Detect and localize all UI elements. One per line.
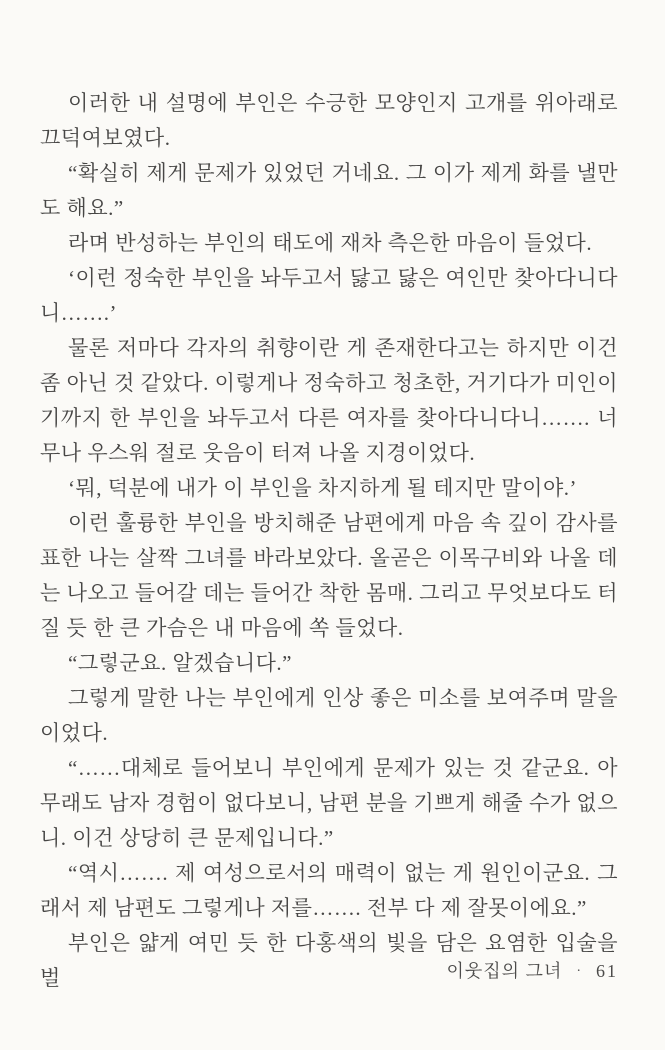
paragraph-dialogue: “그렇군요. 알겠습니다.”: [68, 651, 292, 675]
paragraph-dialogue: “역시……. 제 여성으로서의 매력이 없는 게 원인이군요. 그래서 제 남편도 그렇게나 저를……. 전부 다 제 잘못이에요.”: [40, 861, 618, 920]
page-footer: [40, 957, 618, 983]
paragraph: 그렇게 말한 나는 부인에게 인상 좋은 미소를 보여주며 말을 이었다.: [40, 686, 618, 745]
paragraph: 이런 훌륭한 부인을 방치해준 남편에게 마음 속 깊이 감사를 표한 나는 살짝 그녀를 바라보았다. 올곧은 이목구비와 나올 데는 나오고 들어갈 데는 들어간 착한 몸매. 그리고 무엇보다도 터질 듯 한 큰 가슴은 내 마음에 쏙 들었다.: [40, 511, 618, 640]
page-number: 61: [596, 961, 618, 981]
running-title: 이웃집의 그녀: [446, 961, 563, 981]
paragraph-dialogue: “확실히 제게 문제가 있었던 거네요. 그 이가 제게 화를 낼만도 해요.”: [40, 161, 618, 220]
paragraph: 물론 저마다 각자의 취향이란 게 존재한다고는 하지만 이건 좀 아닌 것 같았다. 이렇게나 정숙하고 청초한, 거기다가 미인이기까지 한 부인을 놔두고서 다른 여자를 찾아다니다니……. 너무나 우스워 절로 웃음이 터져 나올 지경이었다.: [40, 336, 618, 465]
paragraph: 라며 반성하는 부인의 태도에 재차 측은한 마음이 들었다.: [68, 231, 593, 255]
body-text: [40, 86, 618, 996]
paragraph: 부인은 얇게 여민 듯 한 다홍색의 빛을 담은 요염한 입술을 벌: [40, 931, 618, 990]
paragraph: 이러한 내 설명에 부인은 수긍한 모양인지 고개를 위아래로 끄덕여보였다.: [40, 91, 618, 150]
paragraph-dialogue: “……대체로 들어보니 부인에게 문제가 있는 것 같군요. 아무래도 남자 경험이 없다보니, 남편 분을 기쁘게 해줄 수가 없으니. 이건 상당히 큰 문제입니다.”: [40, 756, 618, 850]
paragraph-inner-thought: ‘뭐, 덕분에 내가 이 부인을 차지하게 될 테지만 말이야.’: [68, 476, 577, 500]
paragraph-inner-thought: ‘이런 정숙한 부인을 놔두고서 닳고 닳은 여인만 찾아다니다니…….’: [40, 266, 618, 325]
footer-separator-dot: ·: [576, 964, 582, 979]
